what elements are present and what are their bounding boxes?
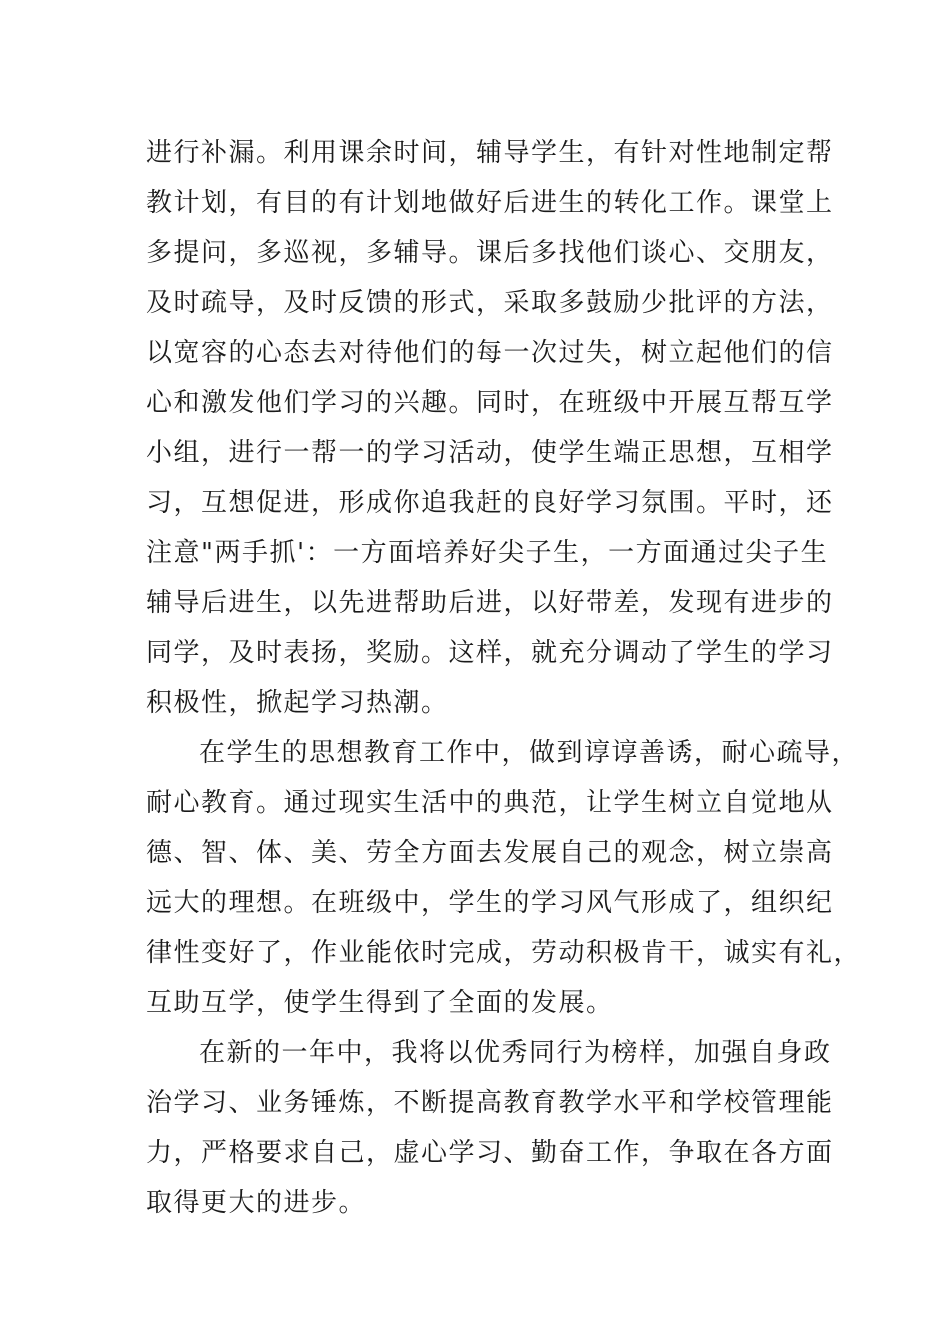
text-line: 进行补漏。利用课余时间，辅导学生，有针对性地制定帮 [146,138,834,168]
text-line: 取得更大的进步。 [146,1188,367,1218]
text-line: 辅导后进生，以先进帮助后进，以好带差，发现有进步的 [146,588,834,618]
text-line: 律性变好了，作业能依时完成，劳动积极肯干，诚实有礼， [146,938,862,968]
text-line: 德、智、体、美、劳全方面去发展自己的观念，树立崇高 [146,838,834,868]
paragraph-1 [146,128,834,728]
text-line-indented: 在学生的思想教育工作中，做到谆谆善诱，耐心疏导， [199,738,860,768]
text-line-indented: 在新的一年中，我将以优秀同行为榜样，加强自身政 [199,1038,832,1068]
text-line: 心和激发他们学习的兴趣。同时，在班级中开展互帮互学 [146,388,834,418]
text-line: 力，严格要求自己，虚心学习、勤奋工作，争取在各方面 [146,1138,834,1168]
text-line: 教计划，有目的有计划地做好后进生的转化工作。课堂上 [146,188,834,218]
text-line: 治学习、业务锤炼，不断提高教育教学水平和学校管理能 [146,1088,834,1118]
text-line: 注意"两手抓'：一方面培养好尖子生，一方面通过尖子生 [146,538,829,568]
text-line: 同学，及时表扬，奖励。这样，就充分调动了学生的学习 [146,638,834,668]
paragraph-2 [146,728,862,1028]
text-line: 多提问，多巡视，多辅导。课后多找他们谈心、交朋友， [146,238,834,268]
document-body [146,128,862,1228]
text-line: 耐心教育。通过现实生活中的典范，让学生树立自觉地从 [146,788,834,818]
text-line: 习，互想促进，形成你追我赶的良好学习氛围。平时，还 [146,488,834,518]
text-line: 远大的理想。在班级中，学生的学习风气形成了，组织纪 [146,888,834,918]
paragraph-3 [146,1028,834,1228]
text-line: 积极性，掀起学习热潮。 [146,688,449,718]
text-line: 小组，进行一帮一的学习活动，使学生端正思想，互相学 [146,438,834,468]
text-line: 以宽容的心态去对待他们的每一次过失，树立起他们的信 [146,338,834,368]
text-line: 互助互学，使学生得到了全面的发展。 [146,988,614,1018]
text-line: 及时疏导，及时反馈的形式，采取多鼓励少批评的方法， [146,288,834,318]
